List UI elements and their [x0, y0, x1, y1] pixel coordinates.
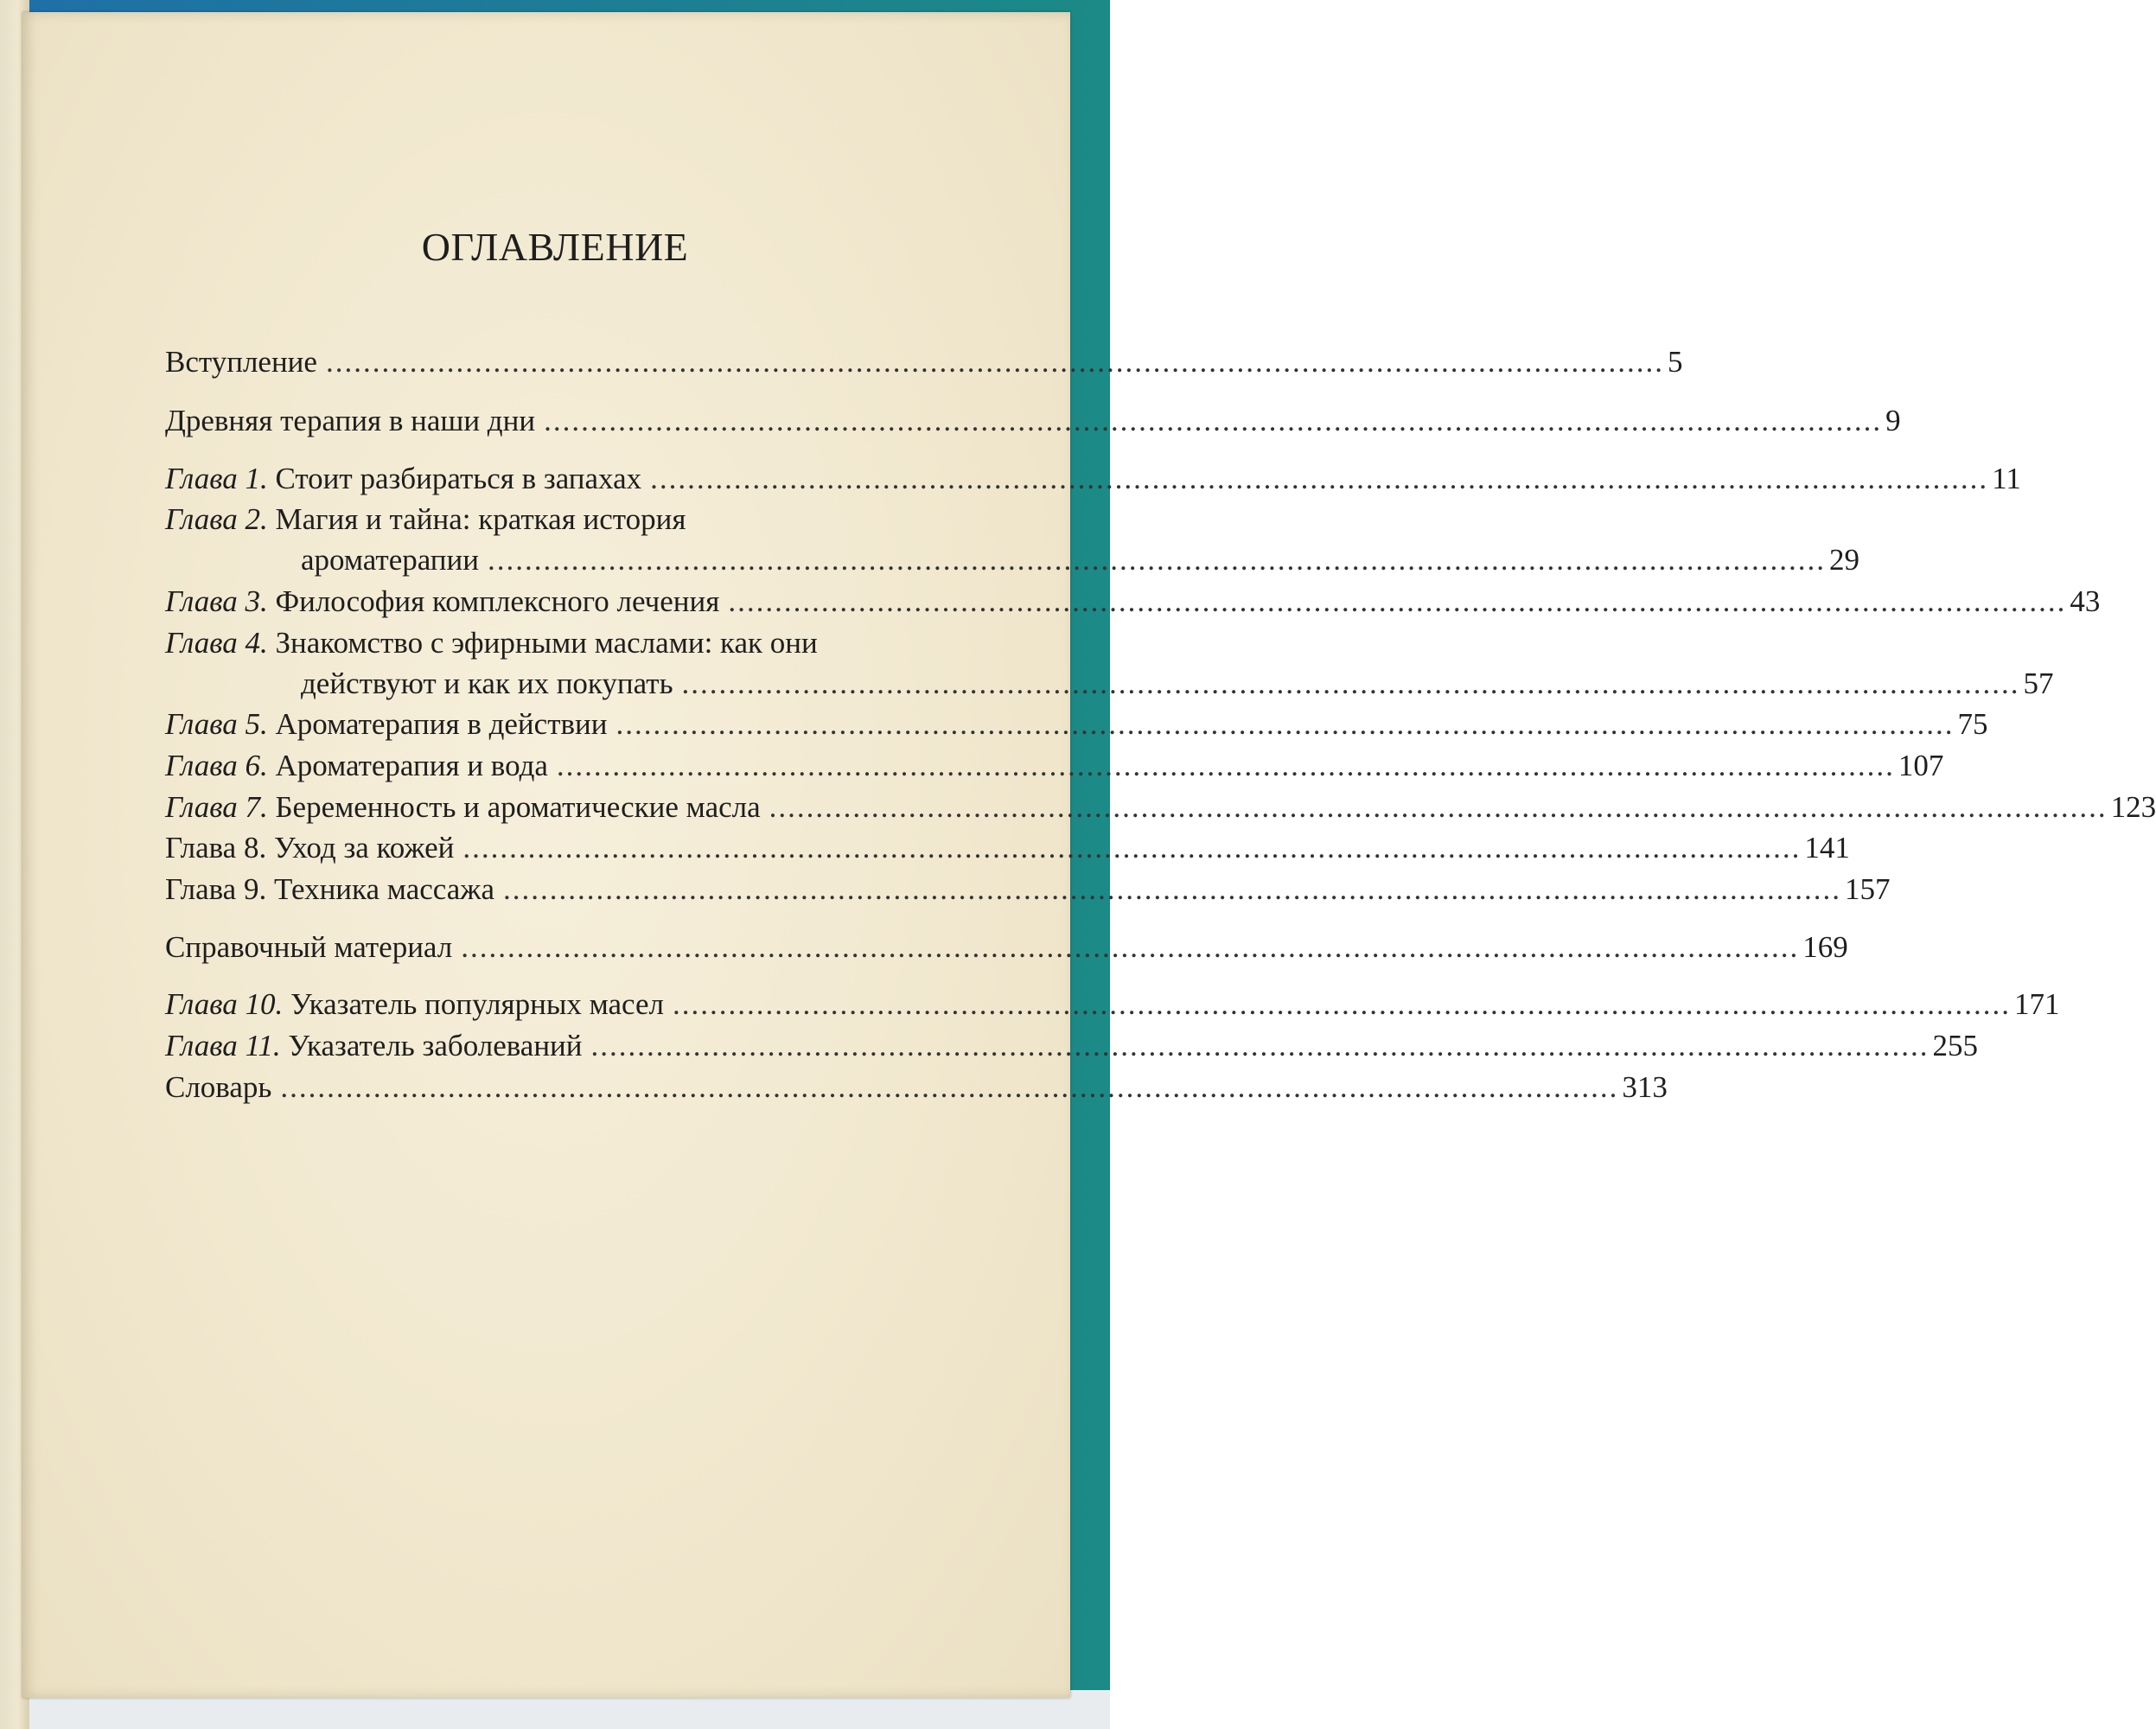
chapter-title: Стоит разбираться в запахах — [275, 462, 642, 495]
dot-leader: ................................................................................................................................................ — [556, 749, 1895, 782]
chapter-title: Ароматерапия и вода — [275, 749, 548, 782]
dot-leader: ................................................................................................................................................ — [488, 543, 1827, 577]
toc-entry-chapter-7 — [165, 790, 2156, 830]
chapter-title: Философия комплексного лечения — [275, 584, 720, 618]
toc-entry-chapter-2 — [165, 502, 943, 537]
toc-entry-page: 9 — [1885, 404, 1901, 437]
toc-entry-chapter-4 — [165, 626, 943, 660]
toc-entry-glossary — [165, 1070, 1668, 1110]
toc-entry-chapter-1 — [165, 462, 2021, 501]
chapter-title: Магия и тайна: краткая история — [275, 502, 686, 536]
toc-entry-title: Глава 8. Уход за кожей — [165, 831, 455, 864]
dot-leader: ................................................................................................................................................ — [769, 790, 2108, 824]
dot-leader: ................................................................................................................................................ — [650, 462, 1989, 495]
chapter-title: Ароматерапия в действии — [275, 707, 608, 741]
toc-entry-chapter-6 — [165, 749, 1944, 788]
toc-entry-page: 107 — [1898, 749, 1944, 782]
page-title: ОГЛАВЛЕНИЕ — [421, 225, 689, 269]
chapter-title-cont: действуют и как их покупать — [301, 667, 673, 700]
toc-entry-chapter-9 — [165, 872, 1891, 912]
chapter-prefix: Глава 6. — [165, 749, 268, 782]
chapter-prefix: Глава 2. — [165, 502, 268, 536]
toc-entry-title: Словарь — [165, 1070, 272, 1104]
chapter-title-cont: ароматерапии — [301, 543, 480, 577]
toc-entry-title — [165, 987, 664, 1022]
toc-entry-page: 171 — [2014, 987, 2060, 1021]
toc-entry-chapter-4-cont — [301, 667, 2054, 706]
dot-leader: ................................................................................................................................................ — [590, 1029, 1930, 1062]
toc-entry-title — [165, 584, 719, 619]
chapter-title: Беременность и ароматические масла — [275, 790, 761, 824]
chapter-prefix: Глава 3. — [165, 584, 268, 618]
dot-leader: ................................................................................................................................................ — [728, 584, 2067, 618]
toc-entry-page: 123 — [2110, 790, 2156, 824]
toc-entry-chapter-2-cont — [301, 543, 1860, 583]
toc-entry-page: 141 — [1804, 831, 1850, 864]
toc-entry-title: Глава 9. Техника массажа — [165, 872, 494, 906]
toc-entry-page: 75 — [1957, 707, 1988, 741]
book-page — [22, 12, 2156, 1698]
chapter-prefix: Глава 1. — [165, 462, 268, 495]
toc-entry-page: 57 — [2023, 667, 2054, 700]
toc-entry-title — [165, 462, 641, 496]
toc-entry-title: Древняя терапия в наши дни — [165, 404, 536, 437]
toc-entry-title: Вступление — [165, 345, 317, 379]
toc-entry-page: 11 — [1992, 462, 2021, 495]
toc-entry-title: Справочный материал — [165, 930, 453, 964]
toc-entry-title — [165, 749, 548, 783]
chapter-prefix: Глава 11. — [165, 1029, 281, 1062]
dot-leader: ................................................................................................................................................ — [280, 1070, 1619, 1104]
dot-leader: ................................................................................................................................................ — [461, 930, 1800, 964]
toc-entry-reference — [165, 930, 1848, 970]
toc-entry-chapter-8 — [165, 831, 1850, 871]
toc-entry-title — [165, 790, 761, 825]
toc-entry-title — [165, 707, 607, 742]
toc-entry-page: 43 — [2070, 584, 2101, 618]
toc-entry-page: 29 — [1829, 543, 1860, 577]
toc-entry-page: 255 — [1932, 1029, 1979, 1062]
dot-leader: ................................................................................................................................................ — [325, 345, 1664, 379]
dot-leader: ................................................................................................................................................ — [462, 831, 1802, 864]
dot-leader: ................................................................................................................................................ — [502, 872, 1841, 906]
chapter-prefix: Глава 4. — [165, 626, 268, 660]
chapter-prefix: Глава 5. — [165, 707, 268, 741]
toc-entry-page: 313 — [1622, 1070, 1668, 1104]
chapter-title: Указатель заболеваний — [288, 1029, 583, 1062]
toc-entry-title — [165, 1029, 583, 1063]
dot-leader: ................................................................................................................................................ — [681, 667, 2020, 700]
toc-entry-page: 5 — [1667, 345, 1683, 379]
toc-entry-page: 157 — [1844, 872, 1891, 906]
dot-leader: ................................................................................................................................................ — [673, 987, 2012, 1021]
toc-entry-chapter-5 — [165, 707, 1988, 747]
toc-entry-ancient-therapy — [165, 404, 1901, 443]
chapter-prefix: Глава 7. — [165, 790, 268, 824]
chapter-title: Указатель популярных масел — [290, 987, 665, 1021]
toc-entry-chapter-3 — [165, 584, 2101, 624]
dot-leader: ................................................................................................................................................ — [616, 707, 1955, 741]
toc-entry-page: 169 — [1802, 930, 1848, 964]
chapter-prefix: Глава 10. — [165, 987, 284, 1021]
toc-entry-chapter-11 — [165, 1029, 1979, 1069]
chapter-title: Знакомство с эфирными маслами: как они — [275, 626, 818, 660]
toc-entry-introduction — [165, 345, 1683, 385]
dot-leader: ................................................................................................................................................ — [544, 404, 1883, 437]
toc-entry-chapter-10 — [165, 987, 2060, 1027]
